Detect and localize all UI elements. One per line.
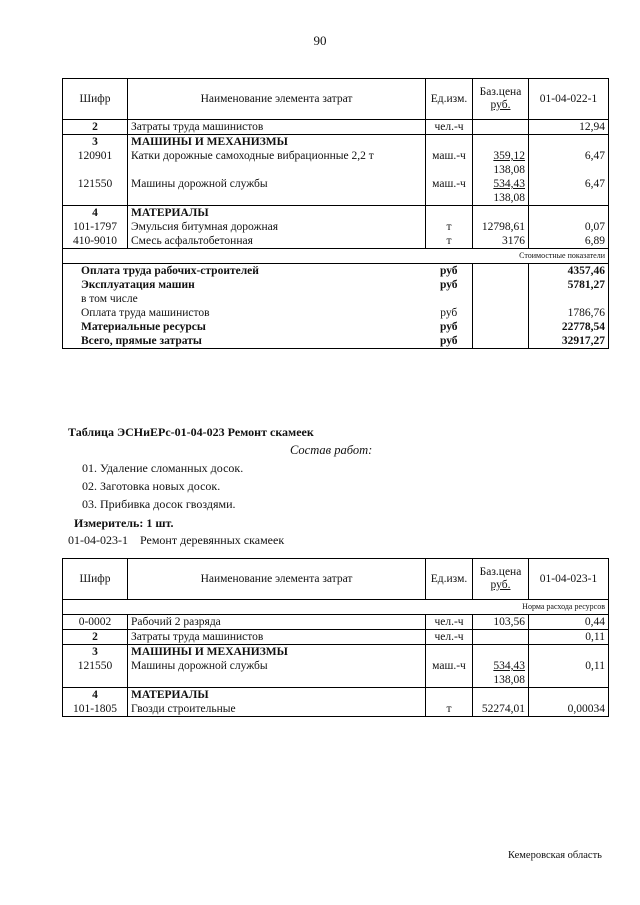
table-row: 4 МАТЕРИАЛЫ bbox=[63, 688, 609, 703]
header-name: Наименование элемента затрат bbox=[128, 79, 426, 120]
norm-header: Норма расхода ресурсов bbox=[63, 600, 609, 615]
table-row: 2 Затраты труда машинистов чел.-ч 12,94 bbox=[63, 120, 609, 135]
section-title: Таблица ЭСНиЕРс-01-04-023 Ремонт скамеек bbox=[68, 425, 314, 439]
summary-row: Материальные ресурсы руб 22778,54 bbox=[63, 320, 609, 334]
table-row: 3 МАШИНЫ И МЕХАНИЗМЫ bbox=[63, 645, 609, 660]
table-header bbox=[63, 79, 609, 120]
table-row: 101-1797 Эмульсия битумная дорожная т 12798,61 0,07 bbox=[63, 220, 609, 234]
table-row: 120901 Катки дорожные самоходные вибрационные 2,2 т маш.-ч 359,12 138,08 6,47 bbox=[63, 149, 609, 177]
header-code: Шифр bbox=[63, 79, 128, 120]
header-price: Баз.цена руб. bbox=[473, 79, 529, 120]
summary-row: в том числе bbox=[63, 292, 609, 306]
table-row: 121550 Машины дорожной службы маш.-ч 534,43 138,08 0,11 bbox=[63, 659, 609, 688]
work-composition-label: Состав работ: bbox=[290, 443, 373, 457]
page-number: 90 bbox=[313, 33, 327, 48]
estimate-table-1 bbox=[62, 78, 609, 349]
work-step: 02. Заготовка новых досок. bbox=[82, 479, 221, 493]
table-row: 121550 Машины дорожной службы маш.-ч 534,43 138,08 6,47 bbox=[63, 177, 609, 206]
region-footer: Кемеровская область bbox=[508, 850, 602, 861]
table-row: 2 Затраты труда машинистов чел.-ч 0,11 bbox=[63, 630, 609, 645]
rate-code-line: 01-04-023-1 Ремонт деревянных скамеек bbox=[68, 533, 285, 547]
meter-label: Измеритель: 1 шт. bbox=[74, 516, 174, 530]
header-unit: Ед.изм. bbox=[426, 79, 473, 120]
table-row: 101-1805 Гвозди строительные т 52274,01 0,00034 bbox=[63, 702, 609, 717]
table-row: 4 МАТЕРИАЛЫ bbox=[63, 206, 609, 221]
work-step: 03. Прибивка досок гвоздями. bbox=[82, 497, 236, 511]
summary-row: Оплата труда машинистов руб 1786,76 bbox=[63, 306, 609, 320]
cost-indicators-header: Стоимостные показатели bbox=[63, 249, 609, 264]
table-row: 3 МАШИНЫ И МЕХАНИЗМЫ bbox=[63, 135, 609, 150]
header-norm: 01-04-022-1 bbox=[529, 79, 609, 120]
table-header: Шифр Наименование элемента затрат Ед.изм. Баз.цена руб. 01-04-023-1 bbox=[63, 559, 609, 600]
estimate-table-2 bbox=[62, 558, 609, 717]
work-step: 01. Удаление сломанных досок. bbox=[82, 461, 244, 475]
summary-row: Эксплуатация машин руб 5781,27 bbox=[63, 278, 609, 292]
summary-row: Оплата труда рабочих-строителей руб 4357,46 bbox=[63, 264, 609, 279]
summary-row: Всего, прямые затраты руб 32917,27 bbox=[63, 334, 609, 349]
table-row: 410-9010 Смесь асфальтобетонная т 3176 6,89 bbox=[63, 234, 609, 249]
table-row: 0-0002 Рабочий 2 разряда чел.-ч 103,56 0,44 bbox=[63, 615, 609, 630]
